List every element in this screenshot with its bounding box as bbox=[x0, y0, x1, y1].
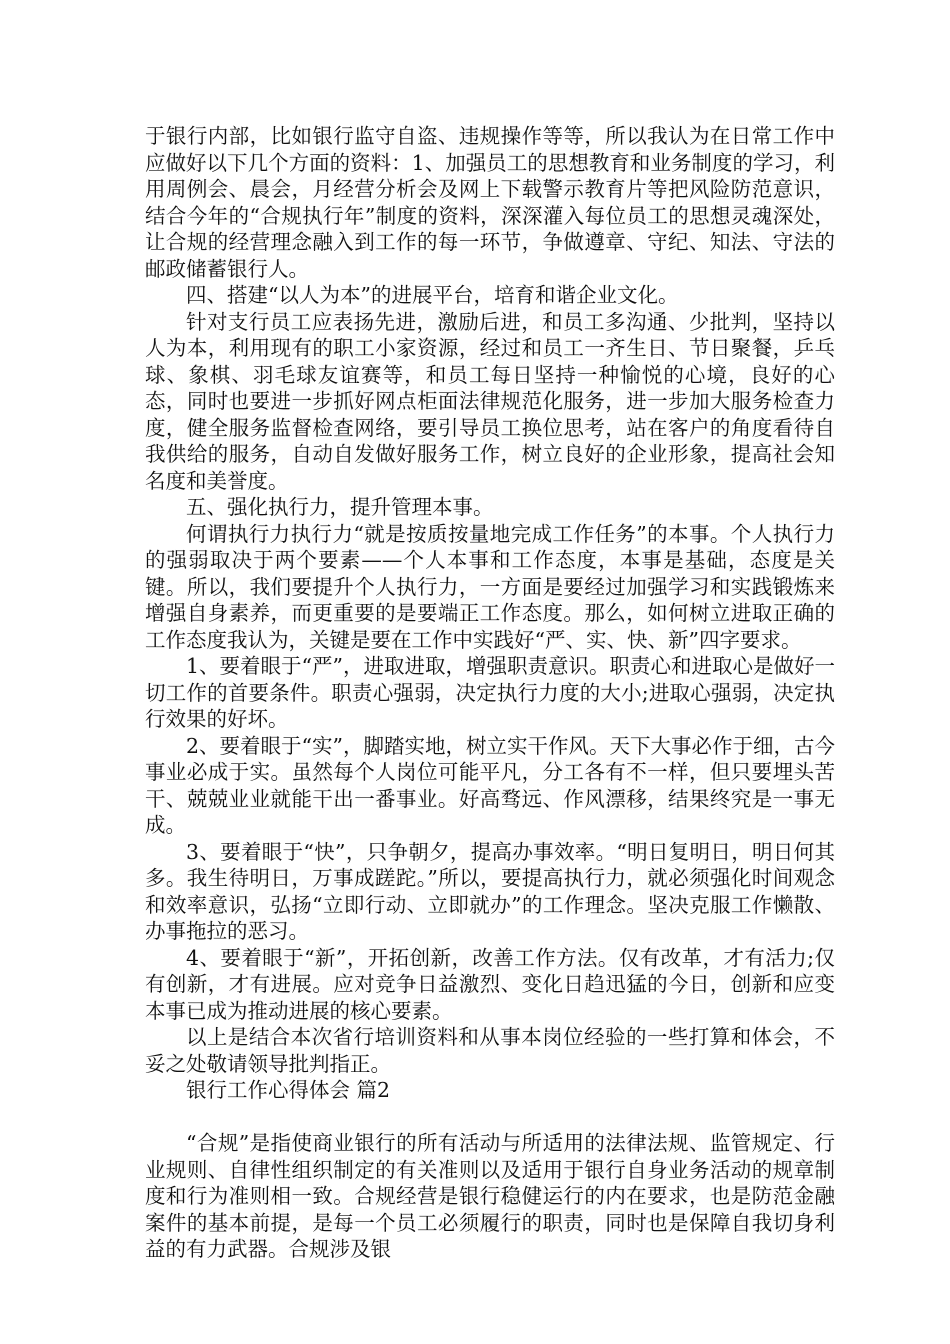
document-body bbox=[145, 123, 835, 1263]
list-item-1: 1、要着眼于“严”，进取进取，增强职责意识。职责心和进取心是做好一切工作的首要条件。职责心强弱，决定执行力度的大小;进取心强弱，决定执行效果的好坏。 bbox=[145, 654, 836, 731]
paragraph: 何谓执行力执行力“就是按质按量地完成工作任务”的本事。个人执行力的强弱取决于两个要素——个人本事和工作态度，本事是基础，态度是关键。所以，我们要提升个人执行力，一方面是要经过加强学习和实践锻炼来增强自身素养，而更重要的是要端正工作态度。那么，如何树立进取正确的工作态度我认为，关键是要在工作中实践好“严、实、快、新”四字要求。 bbox=[145, 521, 835, 652]
blank-line bbox=[145, 1104, 835, 1131]
section-heading-4: 四、搭建“以人为本”的进展平台，培育和谐企业文化。 bbox=[186, 283, 679, 307]
paragraph-continued: 于银行内部，比如银行监守自盗、违规操作等等，所以我认为在日常工作中应做好以下几个方面的资料：1、加强员工的思想教育和业务制度的学习，利用周例会、晨会，月经营分析会及网上下载警示教育片等把风险防范意识，结合今年的“合规执行年”制度的资料，深深灌入每位员工的思想灵魂深处，让合规的经营理念融入到工作的每一环节，争做遵章、守纪、知法、守法的邮政储蓄银行人。 bbox=[145, 124, 835, 281]
section-heading-5: 五、强化执行力，提升管理本事。 bbox=[186, 495, 494, 519]
paragraph: “合规”是指使商业银行的所有活动与所适用的法律法规、监管规定、行业规则、自律性组织制定的有关准则以及适用于银行自身业务活动的规章制度和行为准则相一致。合规经营是银行稳健运行的内在要求，也是防范金融案件的基本前提，是每一个员工必须履行的职责，同时也是保障自我切身利益的有力武器。合规涉及银 bbox=[145, 1131, 835, 1261]
list-item-2: 2、要着眼于“实”，脚踏实地，树立实干作风。天下大事必作于细，古今事业必成于实。虽然每个人岗位可能平凡，分工各有不一样，但只要埋头苦干、兢兢业业就能干出一番事业。好高骛远、作风漂移，结果终究是一事无成。 bbox=[145, 733, 836, 837]
list-item-4: 4、要着眼于“新”，开拓创新，改善工作方法。仅有改革，才有活力;仅有创新，才有进展。应对竞争日益激烈、变化日趋迅猛的今日，创新和应变本事已成为推动进展的核心要素。 bbox=[145, 945, 835, 1023]
paragraph-closing: 以上是结合本次省行培训资料和从事本岗位经验的一些打算和体会，不妥之处敬请领导批判指正。 bbox=[145, 1025, 835, 1076]
paragraph: 针对支行员工应表扬先进，激励后进，和员工多沟通、少批判，坚持以人为本，利用现有的职工小家资源，经过和员工一齐生日、节日聚餐，乒乓球、象棋、羽毛球友谊赛等，和员工每日坚持一种愉悦的心境，良好的心态，同时也要进一步抓好网点柜面法律规范化服务，进一步加大服务检查力度，健全服务监督检查网络，要引导员工换位思考，站在客户的角度看待自我供给的服务，自动自发做好服务工作，树立良好的企业形象，提高社会知名度和美誉度。 bbox=[145, 309, 835, 493]
article-subtitle: 银行工作心得体会 篇2 bbox=[186, 1078, 391, 1102]
list-item-3: 3、要着眼于“快”，只争朝夕，提高办事效率。“明日复明日，明日何其多。我生待明日，万事成蹉跎。”所以，要提高执行力，就必须强化时间观念和效率意识，弘扬“立即行动、立即就办”的工作理念。坚决克服工作懒散、办事拖拉的恶习。 bbox=[145, 839, 835, 943]
